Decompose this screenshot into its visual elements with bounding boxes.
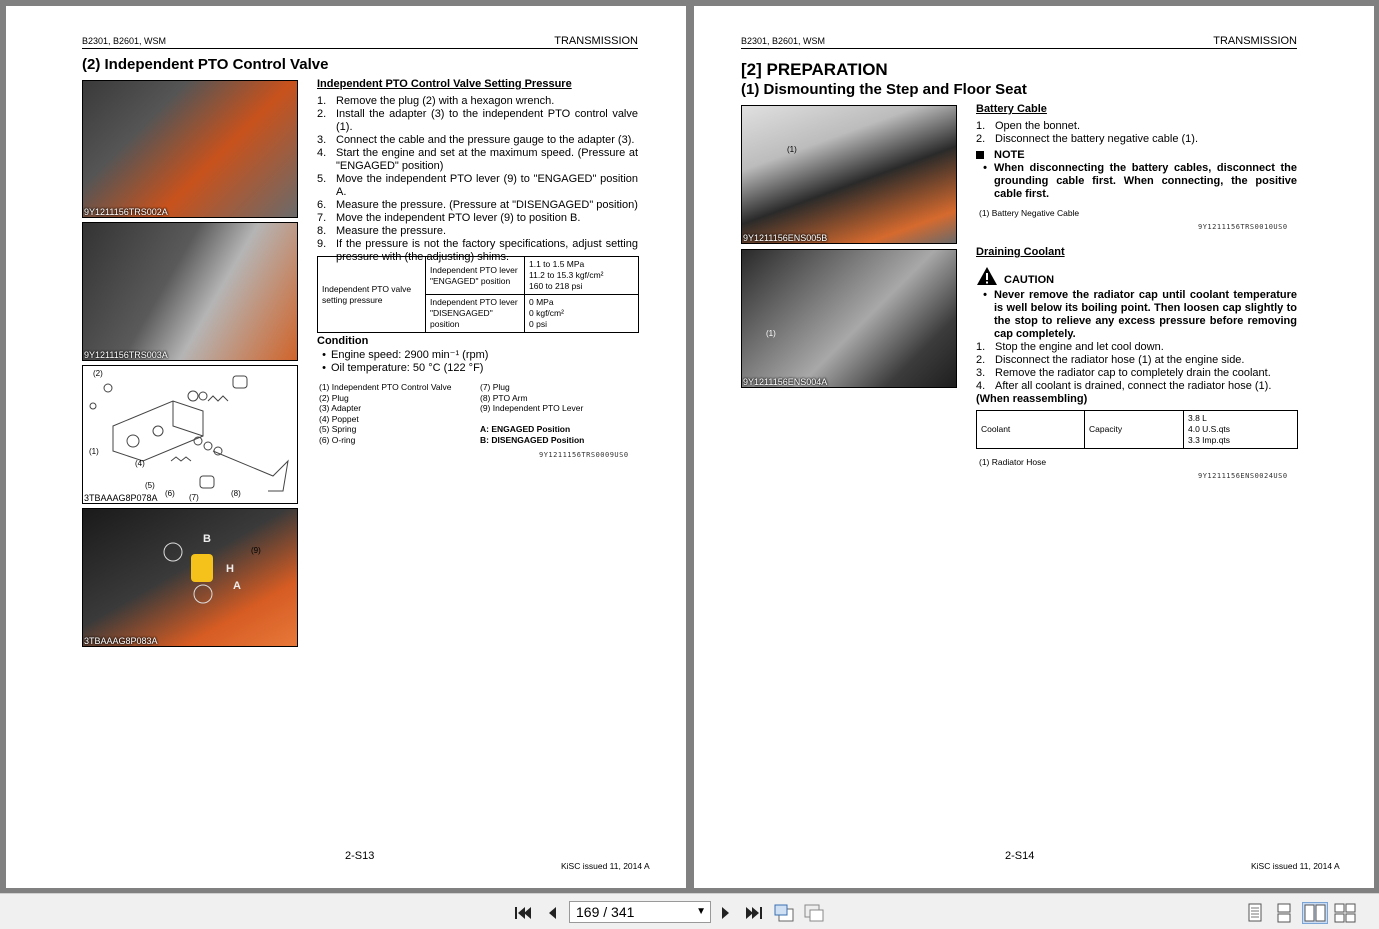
next-page-icon[interactable] [715, 902, 737, 924]
note-heading: NOTE [976, 149, 1025, 161]
header-rule [741, 48, 1297, 49]
svg-text:(4): (4) [135, 459, 145, 468]
photo-pressure-gauge [82, 222, 298, 361]
coolant-steps [976, 341, 1297, 393]
header-section: TRANSMISSION [1213, 35, 1297, 47]
photo-caption: 3TBAAAG8P078A [84, 493, 158, 503]
condition-item: • Oil temperature: 50 °C (122 °F) [322, 362, 484, 374]
photo-battery [741, 105, 957, 244]
svg-text:(2): (2) [93, 369, 103, 378]
legend-right: (7) Plug (8) PTO Arm (9) Independent PTO Lever A: ENGAGED Position B: DISENGAGED Position [480, 382, 585, 445]
step-item: 2. Install the adapter (3) to the independent PTO control valve (1). [317, 108, 638, 133]
header-rule [82, 48, 638, 49]
legend-left: (1) Independent PTO Control Valve (2) Plug (3) Adapter (4) Poppet (5) Spring (6) O-ring [319, 382, 452, 445]
coolant-heading: Draining Coolant [976, 246, 1065, 258]
subheading-setting-pressure: Independent PTO Control Valve Setting Pressure [317, 78, 572, 90]
spec-value: 0 MPa 0 kgf/cm² 0 psi [525, 295, 639, 333]
fit-icon[interactable] [803, 902, 825, 924]
coolant-cell: Coolant [977, 411, 1085, 449]
photo-caption: 9Y1211156ENS004A [743, 377, 828, 387]
single-page-icon[interactable] [1244, 902, 1266, 924]
photo-caption: 9Y1211156TRS003A [84, 350, 168, 360]
svg-text:(1): (1) [787, 145, 797, 154]
continuous-icon[interactable] [1273, 902, 1295, 924]
battery-legend: (1) Battery Negative Cable [979, 208, 1080, 218]
lever-markings [83, 509, 298, 647]
step-item: 3. Connect the cable and the pressure gauge to the adapter (3). [317, 134, 635, 146]
doc-code: 9Y1211156ENS0024US0 [1198, 472, 1288, 480]
svg-text:(9): (9) [251, 546, 261, 555]
caution-list [976, 289, 1297, 341]
capacity-cell: Capacity [1085, 411, 1184, 449]
note-item: • When disconnecting the battery cables, disconnect the grounding cable first. When connecting, the positive cable first. [983, 162, 1297, 200]
photo-pto-lever [82, 508, 298, 647]
spec-table [317, 256, 639, 333]
page-number: 2-S13 [345, 850, 375, 862]
note-square-icon [976, 151, 984, 159]
svg-text:H: H [226, 563, 234, 575]
page-number-input[interactable]: 169 / 341 ▼ [569, 901, 711, 923]
coolant-legend: (1) Radiator Hose [979, 457, 1047, 467]
step-item: 4. After all coolant is drained, connect the radiator hose (1). [976, 380, 1272, 392]
step-item: 8. Measure the pressure. [317, 225, 447, 237]
step-item: 7. Move the independent PTO lever (9) to position B. [317, 212, 581, 224]
document-page-left [6, 6, 686, 888]
condition-list [317, 349, 637, 375]
spec-label: Independent PTO valve setting pressure [318, 257, 426, 333]
issue-text: KiSC issued 11, 2014 A [1251, 861, 1340, 871]
step-item: 2. Disconnect the radiator hose (1) at the engine side. [976, 354, 1245, 366]
document-page-right [694, 6, 1374, 888]
svg-text:(7): (7) [189, 493, 199, 502]
hose-label-overlay [742, 250, 957, 388]
svg-text:(6): (6) [165, 489, 175, 498]
viewer-toolbar [0, 893, 1379, 929]
step-item: 1. Open the bonnet. [976, 120, 1081, 132]
two-page-icon[interactable] [1302, 902, 1328, 924]
svg-text:(1): (1) [766, 329, 776, 338]
doc-code: 9Y1211156TRS0009US0 [539, 451, 629, 459]
condition-title: Condition [317, 335, 369, 347]
spec-cond: Independent PTO lever "ENGAGED" position [426, 257, 525, 295]
spec-cond: Independent PTO lever "DISENGAGED" position [426, 295, 525, 333]
issue-text: KiSC issued 11, 2014 A [561, 861, 650, 871]
diagram-exploded-valve [82, 365, 298, 504]
step-item: 2. Disconnect the battery negative cable (1). [976, 133, 1199, 145]
battery-heading: Battery Cable [976, 103, 1047, 115]
reassembling-label: (When reassembling) [976, 393, 1088, 405]
header-models: B2301, B2601, WSM [82, 36, 167, 46]
svg-text:(8): (8) [231, 489, 241, 498]
photo-radiator-hose [741, 249, 957, 388]
two-page-continuous-icon[interactable] [1334, 902, 1356, 924]
exploded-view-drawing [83, 366, 298, 504]
caution-item: • Never remove the radiator cap until coolant temperature is well below its boiling point. Then loosen cap slightly to the stop to relieve any excess pressure before removing cap completely. [983, 289, 1297, 340]
first-page-icon[interactable] [512, 902, 534, 924]
coolant-table [976, 410, 1298, 449]
subsection-title: (1) Dismounting the Step and Floor Seat [741, 81, 1027, 98]
photo-caption: 9Y1211156ENS005B [743, 233, 828, 243]
photo-control-valve [82, 80, 298, 218]
prev-page-icon[interactable] [541, 902, 563, 924]
chevron-down-icon[interactable]: ▼ [696, 906, 706, 917]
svg-text:A: A [233, 580, 241, 592]
step-item: 6. Measure the pressure. (Pressure at "DISENGAGED" position) [317, 199, 638, 211]
doc-code: 9Y1211156TRS0010US0 [1198, 223, 1288, 231]
header-section: TRANSMISSION [554, 35, 638, 47]
battery-label-overlay [742, 106, 957, 244]
battery-steps [976, 120, 1297, 146]
step-item: 5. Move the independent PTO lever (9) to "ENGAGED" position A. [317, 173, 638, 198]
capacity-value: 3.8 L 4.0 U.S.qts 3.3 Imp.qts [1184, 411, 1298, 449]
svg-text:(5): (5) [145, 481, 155, 490]
photo-caption: 9Y1211156TRS002A [84, 207, 168, 217]
svg-text:(1): (1) [89, 447, 99, 456]
step-item: 1. Stop the engine and let cool down. [976, 341, 1164, 353]
photo-caption: 3TBAAAG8P083A [84, 636, 158, 646]
caution-triangle-icon [976, 266, 998, 286]
rotate-icon[interactable] [773, 902, 795, 924]
step-item: 4. Start the engine and set at the maximum speed. (Pressure at "ENGAGED" position) [317, 147, 638, 172]
caution-heading: CAUTION [976, 266, 1054, 286]
step-item: 1. Remove the plug (2) with a hexagon wrench. [317, 95, 555, 107]
section-title: (2) Independent PTO Control Valve [82, 56, 329, 73]
condition-item: • Engine speed: 2900 min⁻¹ (rpm) [322, 349, 489, 361]
steps-list [317, 95, 638, 264]
section-title: [2] PREPARATION [741, 60, 888, 79]
last-page-icon[interactable] [743, 902, 765, 924]
note-list [976, 162, 1297, 201]
step-item: 9. If the pressure is not the factory specifications, adjust setting pressure with (the adjusting) shims. [317, 238, 638, 263]
page-number: 2-S14 [1005, 850, 1035, 862]
header-models: B2301, B2601, WSM [741, 36, 826, 46]
step-item: 3. Remove the radiator cap to completely drain the coolant. [976, 367, 1271, 379]
spec-value: 1.1 to 1.5 MPa 11.2 to 15.3 kgf/cm² 160 to 218 psi [525, 257, 639, 295]
svg-text:B: B [203, 533, 211, 545]
